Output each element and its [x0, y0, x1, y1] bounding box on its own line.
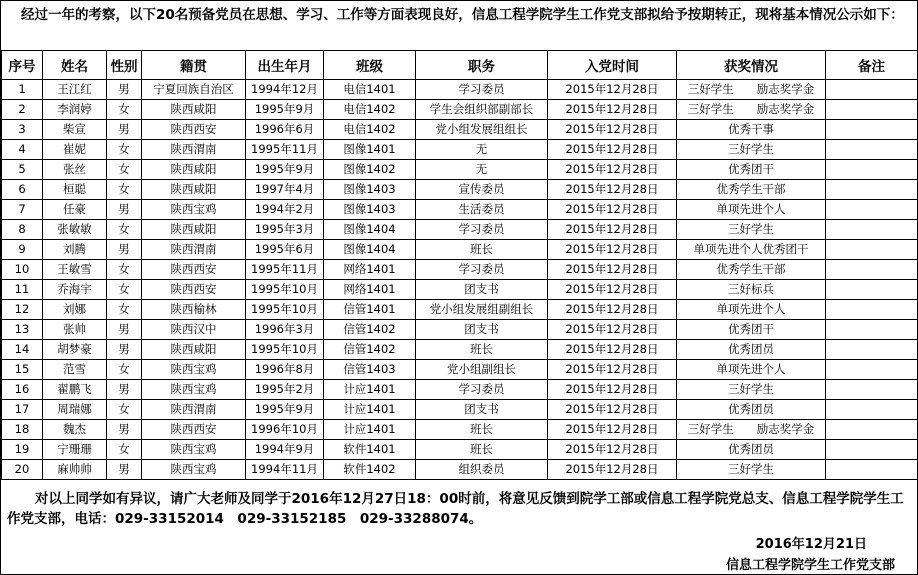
- cell-awards: 单项先进个人: [677, 200, 826, 220]
- cell-birth: 1995年11月: [246, 140, 324, 160]
- cell-name: 乔海宇: [43, 280, 107, 300]
- cell-gender: 女: [107, 440, 142, 460]
- cell-join-date: 2015年12月28日: [548, 200, 677, 220]
- cell-seq: 17: [2, 400, 43, 420]
- cell-gender: 女: [107, 360, 142, 380]
- header-awards: 获奖情况: [677, 51, 826, 80]
- table-row: [2, 240, 918, 260]
- cell-seq: 16: [2, 380, 43, 400]
- cell-origin: 陕西咸阳: [142, 180, 246, 200]
- cell-class: 图像1404: [324, 220, 416, 240]
- cell-gender: 男: [107, 340, 142, 360]
- table-row: [2, 280, 918, 300]
- header-join-date: 入党时间: [548, 51, 677, 80]
- cell-join-date: 2015年12月28日: [548, 220, 677, 240]
- cell-position: 学生会组织部副部长: [416, 100, 548, 120]
- cell-join-date: 2015年12月28日: [548, 320, 677, 340]
- cell-awards: 优秀团员: [677, 400, 826, 420]
- table-row: [2, 360, 918, 380]
- table-row: [2, 100, 918, 120]
- cell-join-date: 2015年12月28日: [548, 380, 677, 400]
- cell-gender: 女: [107, 140, 142, 160]
- cell-birth: 1995年9月: [246, 100, 324, 120]
- cell-origin: 陕西西安: [142, 420, 246, 440]
- cell-gender: 男: [107, 380, 142, 400]
- cell-gender: 女: [107, 180, 142, 200]
- cell-origin: 陕西西安: [142, 260, 246, 280]
- cell-birth: 1994年9月: [246, 440, 324, 460]
- cell-seq: 8: [2, 220, 43, 240]
- cell-join-date: 2015年12月28日: [548, 340, 677, 360]
- cell-position: 学习委员: [416, 220, 548, 240]
- cell-awards: 三好学生: [677, 460, 826, 480]
- cell-position: 党小组发展组组长: [416, 120, 548, 140]
- table-row: [2, 80, 918, 100]
- cell-remarks: [826, 200, 918, 220]
- cell-awards: 三好学生 励志奖学金: [677, 100, 826, 120]
- cell-position: 组织委员: [416, 460, 548, 480]
- cell-join-date: 2015年12月28日: [548, 440, 677, 460]
- cell-class: 电信1401: [324, 80, 416, 100]
- header-name: 姓名: [43, 51, 107, 80]
- cell-position: 团支书: [416, 320, 548, 340]
- cell-seq: 5: [2, 160, 43, 180]
- cell-remarks: [826, 160, 918, 180]
- cell-birth: 1996年3月: [246, 320, 324, 340]
- cell-class: 网络1401: [324, 260, 416, 280]
- cell-position: 生活委员: [416, 200, 548, 220]
- cell-class: 软件1402: [324, 460, 416, 480]
- cell-position: 团支书: [416, 280, 548, 300]
- header-origin: 籍贯: [142, 51, 246, 80]
- cell-origin: 宁夏回族自治区: [142, 80, 246, 100]
- cell-name: 张丝: [43, 160, 107, 180]
- cell-class: 信管1402: [324, 320, 416, 340]
- cell-awards: 优秀学生干部: [677, 260, 826, 280]
- cell-birth: 1995年10月: [246, 340, 324, 360]
- cell-remarks: [826, 340, 918, 360]
- cell-name: 张帅: [43, 320, 107, 340]
- cell-gender: 男: [107, 200, 142, 220]
- cell-class: 网络1401: [324, 280, 416, 300]
- cell-seq: 13: [2, 320, 43, 340]
- cell-origin: 陕西榆林: [142, 300, 246, 320]
- cell-class: 电信1402: [324, 100, 416, 120]
- cell-origin: 陕西宝鸡: [142, 200, 246, 220]
- table-row: [2, 340, 918, 360]
- cell-seq: 3: [2, 120, 43, 140]
- cell-gender: 男: [107, 120, 142, 140]
- cell-name: 范雪: [43, 360, 107, 380]
- cell-position: 团支书: [416, 400, 548, 420]
- table-row: [2, 320, 918, 340]
- cell-class: 计应1401: [324, 400, 416, 420]
- cell-class: 图像1403: [324, 200, 416, 220]
- cell-awards: 单项先进个人优秀团干: [677, 240, 826, 260]
- cell-birth: 1997年4月: [246, 180, 324, 200]
- publish-date: 2016年12月21日: [755, 537, 867, 552]
- cell-awards: 单项先进个人: [677, 300, 826, 320]
- cell-birth: 1995年2月: [246, 380, 324, 400]
- cell-birth: 1995年11月: [246, 260, 324, 280]
- cell-join-date: 2015年12月28日: [548, 100, 677, 120]
- cell-gender: 女: [107, 260, 142, 280]
- cell-name: 刘腾: [43, 240, 107, 260]
- intro-paragraph: 经过一年的考察，以下20名预备党员在思想、学习、工作等方面表现良好，信息工程学院学生工作党支部拟给予按期转正，现将基本情况公示如下：: [21, 7, 904, 23]
- cell-join-date: 2015年12月28日: [548, 140, 677, 160]
- cell-origin: 陕西西安: [142, 280, 246, 300]
- cell-position: 无: [416, 140, 548, 160]
- cell-birth: 1995年10月: [246, 300, 324, 320]
- cell-join-date: 2015年12月28日: [548, 240, 677, 260]
- cell-join-date: 2015年12月28日: [548, 180, 677, 200]
- cell-seq: 20: [2, 460, 43, 480]
- cell-seq: 6: [2, 180, 43, 200]
- cell-remarks: [826, 360, 918, 380]
- cell-position: 班长: [416, 440, 548, 460]
- cell-position: 无: [416, 160, 548, 180]
- cell-seq: 12: [2, 300, 43, 320]
- cell-remarks: [826, 100, 918, 120]
- cell-position: 学习委员: [416, 80, 548, 100]
- cell-position: 班长: [416, 340, 548, 360]
- cell-join-date: 2015年12月28日: [548, 120, 677, 140]
- cell-gender: 男: [107, 240, 142, 260]
- cell-class: 图像1404: [324, 240, 416, 260]
- header-seq: 序号: [2, 51, 43, 80]
- cell-awards: 三好学生: [677, 380, 826, 400]
- cell-position: 学习委员: [416, 260, 548, 280]
- cell-seq: 4: [2, 140, 43, 160]
- cell-seq: 2: [2, 100, 43, 120]
- cell-remarks: [826, 220, 918, 240]
- cell-join-date: 2015年12月28日: [548, 160, 677, 180]
- table-row: [2, 420, 918, 440]
- cell-class: 信管1401: [324, 300, 416, 320]
- cell-position: 党小组发展组副组长: [416, 300, 548, 320]
- cell-gender: 女: [107, 400, 142, 420]
- cell-awards: 优秀团员: [677, 340, 826, 360]
- cell-origin: 陕西宝鸡: [142, 440, 246, 460]
- issuing-organization: 信息工程学院学生工作党支部: [725, 558, 895, 573]
- cell-seq: 19: [2, 440, 43, 460]
- cell-name: 麻帅帅: [43, 460, 107, 480]
- cell-origin: 陕西咸阳: [142, 340, 246, 360]
- cell-origin: 陕西宝鸡: [142, 380, 246, 400]
- cell-birth: 1996年10月: [246, 420, 324, 440]
- cell-awards: 优秀团干: [677, 320, 826, 340]
- cell-name: 刘娜: [43, 300, 107, 320]
- cell-remarks: [826, 460, 918, 480]
- cell-remarks: [826, 260, 918, 280]
- cell-remarks: [826, 320, 918, 340]
- cell-join-date: 2015年12月28日: [548, 460, 677, 480]
- table-row: [2, 440, 918, 460]
- cell-origin: 陕西汉中: [142, 320, 246, 340]
- cell-join-date: 2015年12月28日: [548, 80, 677, 100]
- table-row: [2, 300, 918, 320]
- cell-position: 学习委员: [416, 380, 548, 400]
- table-row: [2, 200, 918, 220]
- member-table: [1, 50, 918, 480]
- cell-seq: 15: [2, 360, 43, 380]
- table-row: [2, 120, 918, 140]
- cell-awards: 单项先进个人: [677, 360, 826, 380]
- cell-class: 电信1402: [324, 120, 416, 140]
- cell-origin: 陕西宝鸡: [142, 360, 246, 380]
- cell-class: 信管1403: [324, 360, 416, 380]
- cell-position: 班长: [416, 240, 548, 260]
- cell-awards: 三好学生 励志奖学金: [677, 420, 826, 440]
- cell-birth: 1995年9月: [246, 160, 324, 180]
- cell-name: 任豪: [43, 200, 107, 220]
- cell-birth: 1994年2月: [246, 200, 324, 220]
- cell-join-date: 2015年12月28日: [548, 300, 677, 320]
- cell-birth: 1996年8月: [246, 360, 324, 380]
- cell-join-date: 2015年12月28日: [548, 420, 677, 440]
- cell-birth: 1995年3月: [246, 220, 324, 240]
- cell-class: 软件1401: [324, 440, 416, 460]
- table-row: [2, 140, 918, 160]
- cell-birth: 1994年12月: [246, 80, 324, 100]
- cell-awards: 三好标兵: [677, 280, 826, 300]
- cell-remarks: [826, 420, 918, 440]
- cell-remarks: [826, 440, 918, 460]
- cell-name: 胡梦豪: [43, 340, 107, 360]
- table-row: [2, 260, 918, 280]
- table-row: [2, 400, 918, 420]
- cell-gender: 男: [107, 320, 142, 340]
- cell-awards: 优秀学生干部: [677, 180, 826, 200]
- cell-birth: 1995年10月: [246, 280, 324, 300]
- cell-birth: 1996年6月: [246, 120, 324, 140]
- cell-position: 党小组副组长: [416, 360, 548, 380]
- cell-name: 魏杰: [43, 420, 107, 440]
- cell-gender: 女: [107, 280, 142, 300]
- cell-class: 图像1402: [324, 160, 416, 180]
- table-header-row: [2, 51, 918, 80]
- table-row: [2, 180, 918, 200]
- cell-origin: 陕西咸阳: [142, 220, 246, 240]
- cell-origin: 陕西咸阳: [142, 160, 246, 180]
- cell-join-date: 2015年12月28日: [548, 280, 677, 300]
- cell-gender: 男: [107, 420, 142, 440]
- cell-class: 信管1402: [324, 340, 416, 360]
- cell-name: 桓聪: [43, 180, 107, 200]
- cell-gender: 女: [107, 100, 142, 120]
- cell-seq: 18: [2, 420, 43, 440]
- cell-gender: 女: [107, 160, 142, 180]
- header-remarks: 备注: [826, 51, 918, 80]
- cell-remarks: [826, 300, 918, 320]
- table-row: [2, 220, 918, 240]
- table-row: [2, 460, 918, 480]
- cell-join-date: 2015年12月28日: [548, 260, 677, 280]
- cell-gender: 女: [107, 300, 142, 320]
- cell-name: 崔妮: [43, 140, 107, 160]
- cell-seq: 9: [2, 240, 43, 260]
- cell-remarks: [826, 140, 918, 160]
- cell-awards: 三好学生: [677, 140, 826, 160]
- cell-remarks: [826, 380, 918, 400]
- cell-remarks: [826, 400, 918, 420]
- cell-birth: 1995年9月: [246, 400, 324, 420]
- cell-awards: 三好学生 励志奖学金: [677, 80, 826, 100]
- cell-name: 李润婷: [43, 100, 107, 120]
- table-row: [2, 160, 918, 180]
- cell-gender: 男: [107, 460, 142, 480]
- cell-seq: 14: [2, 340, 43, 360]
- cell-position: 宣传委员: [416, 180, 548, 200]
- cell-origin: 陕西渭南: [142, 240, 246, 260]
- cell-awards: 优秀团员: [677, 440, 826, 460]
- header-birth: 出生年月: [246, 51, 324, 80]
- cell-seq: 7: [2, 200, 43, 220]
- cell-name: 王敏雪: [43, 260, 107, 280]
- cell-origin: 陕西咸阳: [142, 100, 246, 120]
- cell-name: 周瑞娜: [43, 400, 107, 420]
- table-row: [2, 380, 918, 400]
- cell-seq: 11: [2, 280, 43, 300]
- footer-paragraph: 对以上同学如有异议，请广大老师及同学于2016年12月27日18：00时前，将意见反馈到院学工部或信息工程学院党总支、信息工程学院学生工作党支部，电话：029-33152014 029-33152185 029-33288074。: [7, 491, 904, 527]
- cell-origin: 陕西宝鸡: [142, 460, 246, 480]
- header-class: 班级: [324, 51, 416, 80]
- cell-class: 计应1401: [324, 420, 416, 440]
- cell-class: 图像1403: [324, 180, 416, 200]
- cell-origin: 陕西渭南: [142, 140, 246, 160]
- cell-seq: 1: [2, 80, 43, 100]
- cell-name: 王江红: [43, 80, 107, 100]
- cell-birth: 1994年11月: [246, 460, 324, 480]
- cell-position: 班长: [416, 420, 548, 440]
- cell-birth: 1995年6月: [246, 240, 324, 260]
- cell-remarks: [826, 120, 918, 140]
- cell-join-date: 2015年12月28日: [548, 360, 677, 380]
- cell-awards: 三好学生: [677, 220, 826, 240]
- cell-join-date: 2015年12月28日: [548, 400, 677, 420]
- cell-name: 宁珊珊: [43, 440, 107, 460]
- cell-remarks: [826, 180, 918, 200]
- cell-origin: 陕西渭南: [142, 400, 246, 420]
- cell-class: 计应1401: [324, 380, 416, 400]
- cell-awards: 优秀干事: [677, 120, 826, 140]
- cell-name: 翟鹏飞: [43, 380, 107, 400]
- cell-awards: 优秀团干: [677, 160, 826, 180]
- cell-class: 图像1401: [324, 140, 416, 160]
- cell-remarks: [826, 240, 918, 260]
- header-position: 职务: [416, 51, 548, 80]
- cell-seq: 10: [2, 260, 43, 280]
- cell-remarks: [826, 280, 918, 300]
- cell-gender: 女: [107, 220, 142, 240]
- cell-name: 张敏敏: [43, 220, 107, 240]
- cell-gender: 男: [107, 80, 142, 100]
- cell-origin: 陕西西安: [142, 120, 246, 140]
- cell-name: 柴宣: [43, 120, 107, 140]
- header-gender: 性别: [107, 51, 142, 80]
- cell-remarks: [826, 80, 918, 100]
